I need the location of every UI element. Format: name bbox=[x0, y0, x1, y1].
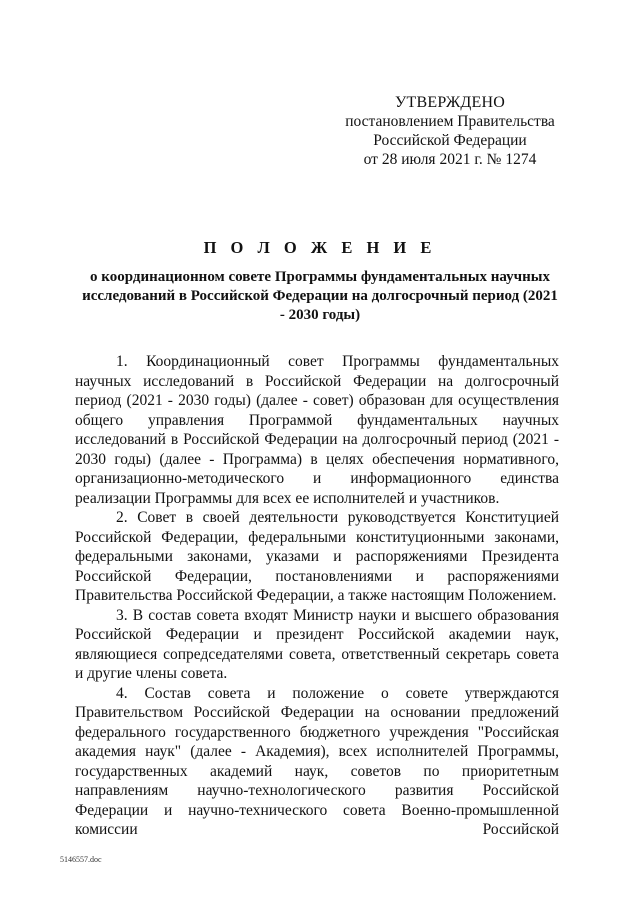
document-title: П О Л О Ж Е Н И Е bbox=[203, 238, 437, 257]
document-body bbox=[75, 352, 559, 840]
document-subtitle: о координационном совете Программы фундаментальных научных исследований в Российской Федерации на долгосрочный период (2021 - 2030 годы) bbox=[82, 269, 558, 323]
document-heading bbox=[60, 238, 580, 325]
approval-block bbox=[330, 93, 570, 169]
approval-line-decree: постановлением Правительства bbox=[345, 113, 555, 130]
paragraph-3: 3. В состав совета входят Министр науки и высшего образования Российской Федерации и президент Российской академии наук, являющиеся сопредседателями совета, ответственный секретарь совета и другие члены совета. bbox=[75, 606, 559, 682]
paragraph-1: 1. Координационный совет Программы фундаментальных научных исследований в Российской Федерации на долгосрочный период (2021 - 2030 годы) (далее - совет) образован для осуществления общего управления Программой фундаментальных научных исследований в Российской Федерации на долгосрочный период (2021 - 2030 годы) (далее - Программа) в целях обеспечения нормативного, организационно-методического и информационного единства реализации Программы для всех ее исполнителей и участников. bbox=[75, 353, 559, 507]
file-code: 5146557.doc bbox=[60, 855, 102, 864]
approval-heading: УТВЕРЖДЕНО bbox=[394, 94, 505, 111]
approval-line-government: Российской Федерации bbox=[373, 132, 527, 149]
paragraph-4: 4. Состав совета и положение о совете утверждаются Правительством Российской Федерации на основании предложений федерального государственного бюджетного учреждения "Российская академия наук" (далее - Академия), всех исполнителей Программы, государственных академий наук, советов по приоритетным направлениям научно-технологического развития Российской Федерации и научно-технического совета Военно-промышленной комиссии Российской bbox=[75, 684, 559, 838]
approval-line-date-number: от 28 июля 2021 г. № 1274 bbox=[363, 151, 537, 168]
paragraph-2: 2. Совет в своей деятельности руководствуется Конституцией Российской Федерации, федеральными конституционными законами, федеральными законами, указами и распоряжениями Президента Российской Федерации, постановлениями и распоряжениями Правительства Российской Федерации, а также настоящим Положением. bbox=[75, 509, 559, 604]
